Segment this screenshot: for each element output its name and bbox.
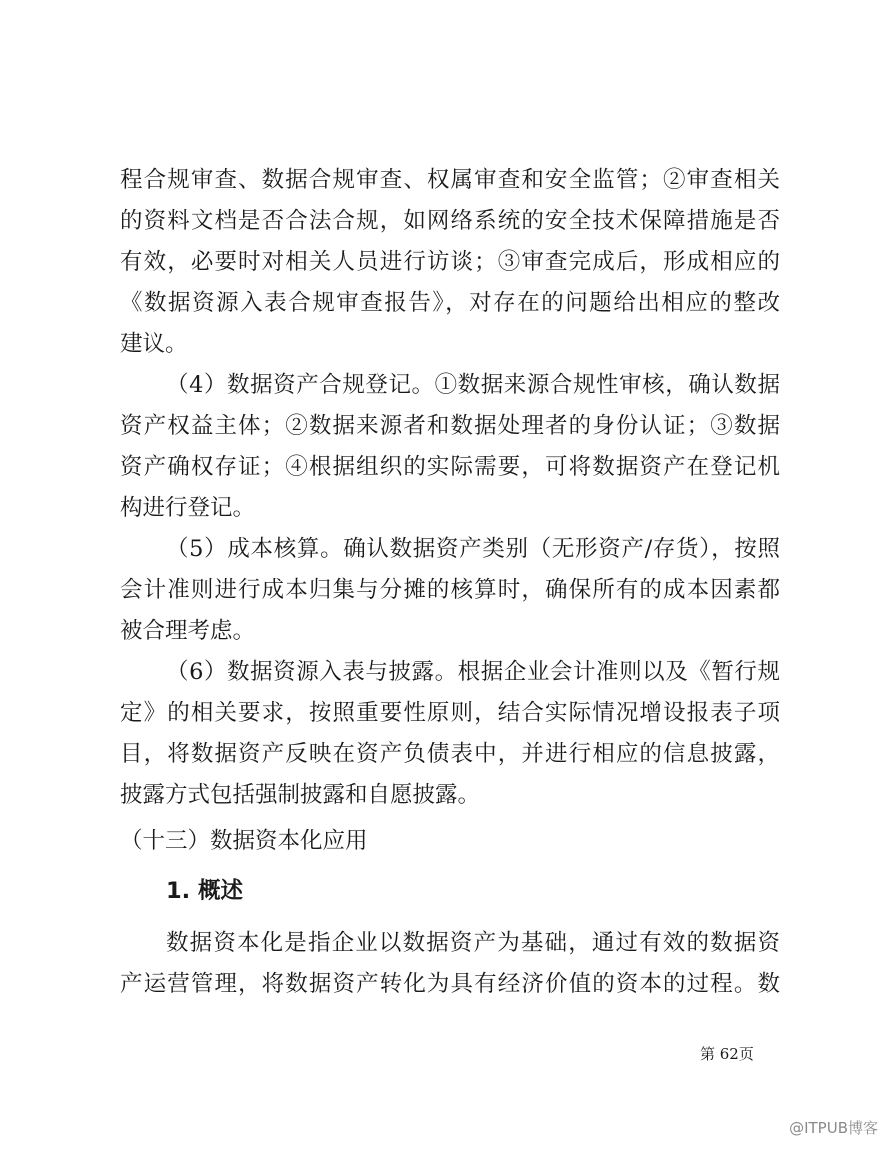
- paragraph-5-line-1: （5）成本核算。确认数据资产类别（无形资产/存货），按照: [166, 536, 780, 562]
- text-line-5: 建议。: [120, 331, 188, 357]
- text-line-3: 有效，必要时对相关人员进行访谈；③审查完成后，形成相应的: [120, 249, 780, 275]
- text-line-4: 《数据资源入表合规审查报告》，对存在的问题给出相应的整改: [120, 290, 780, 316]
- text-line-2: 的资料文档是否合法合规，如网络系统的安全技术保障措施是否: [120, 208, 780, 234]
- section-heading: （十三）数据资本化应用: [120, 828, 368, 854]
- paragraph-6-line-4: 披露方式包括强制披露和自愿披露。: [120, 782, 481, 808]
- paragraph-5-line-3: 被合理考虑。: [120, 618, 256, 644]
- paragraph-4-line-1: （4）数据资产合规登记。①数据来源合规性审核，确认数据: [166, 372, 780, 398]
- paragraph-4-line-2: 资产权益主体；②数据来源者和数据处理者的身份认证；③数据: [120, 413, 780, 439]
- text-line-1: 程合规审查、数据合规审查、权属审查和安全监管；②审查相关: [120, 167, 780, 193]
- paragraph-4-line-3: 资产确权存证；④根据组织的实际需要，可将数据资产在登记机: [120, 454, 780, 480]
- paragraph-6-line-1: （6）数据资源入表与披露。根据企业会计准则以及《暂行规: [166, 659, 780, 685]
- paragraph-4-line-4: 构进行登记。: [120, 495, 256, 521]
- paragraph-6-line-3: 目，将数据资产反映在资产负债表中，并进行相应的信息披露，: [120, 741, 780, 767]
- subheading: 1. 概述: [166, 878, 244, 904]
- watermark: @ITPUB博客: [789, 1119, 878, 1137]
- overview-line-1: 数据资本化是指企业以数据资产为基础，通过有效的数据资: [166, 930, 780, 956]
- page-number: 第 62页: [700, 1045, 754, 1063]
- paragraph-6-line-2: 定》的相关要求，按照重要性原则，结合实际情况增设报表子项: [120, 700, 780, 726]
- overview-line-2: 产运营管理，将数据资产转化为具有经济价值的资本的过程。数: [120, 971, 780, 997]
- paragraph-5-line-2: 会计准则进行成本归集与分摊的核算时，确保所有的成本因素都: [120, 577, 780, 603]
